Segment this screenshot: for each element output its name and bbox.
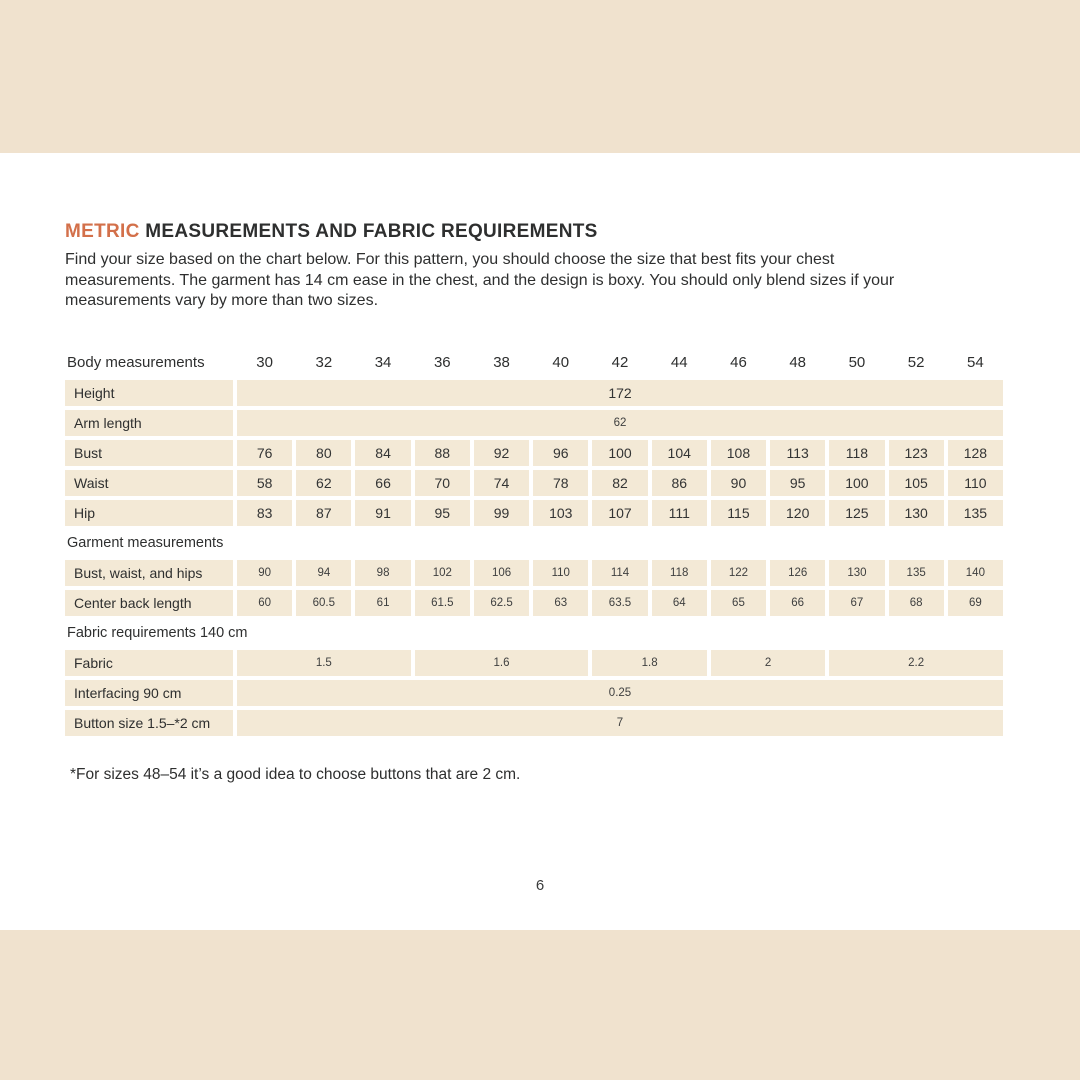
value-cell: 66 (355, 470, 410, 496)
value-cell: 91 (355, 500, 410, 526)
value-cell: 110 (948, 470, 1003, 496)
table-section-row (65, 530, 1003, 556)
value-cell: 1.5 (237, 650, 411, 676)
row-label: Height (65, 380, 233, 406)
section-label: Garment measurements (67, 535, 224, 551)
size-column-header: 42 (611, 354, 629, 371)
top-decorative-band (0, 0, 1080, 153)
size-column-header: 44 (670, 354, 688, 371)
value-cell: 102 (415, 560, 470, 586)
value-cell: 88 (415, 440, 470, 466)
value-cell: 63.5 (592, 590, 647, 616)
column-header-label: Body measurements (67, 354, 205, 371)
value-cell: 92 (474, 440, 529, 466)
value-cell: 120 (770, 500, 825, 526)
value-cell: 66 (770, 590, 825, 616)
value-cell: 130 (829, 560, 884, 586)
value-cell: 113 (770, 440, 825, 466)
value-cell: 103 (533, 500, 588, 526)
size-column-header: 36 (433, 354, 451, 371)
size-column-header: 52 (907, 354, 925, 371)
value-cell: 140 (948, 560, 1003, 586)
value-cell: 61 (355, 590, 410, 616)
value-cell: 62 (296, 470, 351, 496)
row-label: Fabric (65, 650, 233, 676)
value-cell: 106 (474, 560, 529, 586)
value-cell: 126 (770, 560, 825, 586)
value-cell: 62.5 (474, 590, 529, 616)
value-cell: 90 (711, 470, 766, 496)
table-row (65, 500, 1003, 526)
table-row (65, 380, 1003, 406)
value-cell: 104 (652, 440, 707, 466)
size-column-header: 38 (493, 354, 510, 371)
value-cell: 70 (415, 470, 470, 496)
row-label: Button size 1.5–*2 cm (65, 710, 233, 736)
value-cell: 86 (652, 470, 707, 496)
value-cell: 65 (711, 590, 766, 616)
value-cell: 69 (948, 590, 1003, 616)
page-number: 6 (535, 877, 545, 894)
value-cell: 2.2 (829, 650, 1003, 676)
value-cell: 7 (237, 710, 1003, 736)
value-cell: 128 (948, 440, 1003, 466)
table-row (65, 590, 1003, 616)
value-cell: 2 (711, 650, 825, 676)
value-cell: 118 (829, 440, 884, 466)
value-cell: 80 (296, 440, 351, 466)
value-cell: 114 (592, 560, 647, 586)
value-cell: 64 (652, 590, 707, 616)
value-cell: 100 (592, 440, 647, 466)
table-row (65, 410, 1003, 436)
intro-line: Find your size based on the chart below. For this pattern, you should choose the size that best fits your chest (65, 251, 835, 268)
value-cell: 115 (711, 500, 766, 526)
size-column-header: 34 (374, 354, 392, 371)
value-cell: 122 (711, 560, 766, 586)
value-cell: 105 (889, 470, 944, 496)
value-cell: 90 (237, 560, 292, 586)
row-label: Waist (65, 470, 233, 496)
value-cell: 110 (533, 560, 588, 586)
size-column-header: 46 (730, 354, 747, 371)
value-cell: 125 (829, 500, 884, 526)
page-title-accent: METRIC (65, 221, 140, 242)
value-cell: 123 (889, 440, 944, 466)
value-cell: 61.5 (415, 590, 470, 616)
value-cell: 111 (652, 500, 707, 526)
value-cell: 67 (829, 590, 884, 616)
value-cell: 172 (237, 380, 1003, 406)
table-row (65, 470, 1003, 496)
value-cell: 60 (237, 590, 292, 616)
button-size-footnote: *For sizes 48–54 it’s a good idea to choose buttons that are 2 cm. (70, 766, 521, 783)
value-cell: 96 (533, 440, 588, 466)
section-label: Fabric requirements 140 cm (67, 625, 248, 641)
page-title (65, 221, 1003, 243)
value-cell: 95 (415, 500, 470, 526)
row-label: Bust, waist, and hips (65, 560, 233, 586)
value-cell: 87 (296, 500, 351, 526)
value-cell: 100 (829, 470, 884, 496)
measurement-table (65, 350, 1003, 740)
value-cell: 62 (237, 410, 1003, 436)
table-row (65, 560, 1003, 586)
size-column-header: 40 (552, 354, 570, 371)
row-label: Bust (65, 440, 233, 466)
intro-line: measurements vary by more than two sizes. (65, 292, 379, 309)
table-row (65, 680, 1003, 706)
value-cell: 98 (355, 560, 410, 586)
table-row (65, 710, 1003, 736)
size-column-header: 30 (256, 354, 273, 371)
value-cell: 82 (592, 470, 647, 496)
table-section-row (65, 620, 1003, 646)
row-label: Arm length (65, 410, 233, 436)
value-cell: 95 (770, 470, 825, 496)
value-cell: 118 (652, 560, 707, 586)
row-label: Interfacing 90 cm (65, 680, 233, 706)
value-cell: 1.6 (415, 650, 589, 676)
table-header-row (65, 350, 1003, 376)
intro-paragraph (65, 250, 1003, 312)
size-column-header: 50 (848, 354, 866, 371)
value-cell: 135 (948, 500, 1003, 526)
value-cell: 83 (237, 500, 292, 526)
size-column-header: 54 (967, 354, 984, 371)
table-row (65, 650, 1003, 676)
size-column-header: 48 (789, 354, 807, 371)
value-cell: 108 (711, 440, 766, 466)
bottom-decorative-band (0, 930, 1080, 1080)
value-cell: 76 (237, 440, 292, 466)
value-cell: 130 (889, 500, 944, 526)
value-cell: 58 (237, 470, 292, 496)
value-cell: 1.8 (592, 650, 706, 676)
size-column-header: 32 (315, 354, 333, 371)
intro-line: measurements. The garment has 14 cm ease in the chest, and the design is boxy. You should only blend sizes if your (65, 271, 895, 289)
value-cell: 84 (355, 440, 410, 466)
value-cell: 0.25 (237, 680, 1003, 706)
row-label: Center back length (65, 590, 233, 616)
value-cell: 74 (474, 470, 529, 496)
value-cell: 60.5 (296, 590, 351, 616)
value-cell: 68 (889, 590, 944, 616)
page-title-rest: MEASUREMENTS AND FABRIC REQUIREMENTS (139, 221, 598, 242)
table-row (65, 440, 1003, 466)
value-cell: 99 (474, 500, 529, 526)
value-cell: 107 (592, 500, 647, 526)
value-cell: 78 (533, 470, 588, 496)
value-cell: 63 (533, 590, 588, 616)
value-cell: 94 (296, 560, 351, 586)
row-label: Hip (65, 500, 233, 526)
value-cell: 135 (889, 560, 944, 586)
